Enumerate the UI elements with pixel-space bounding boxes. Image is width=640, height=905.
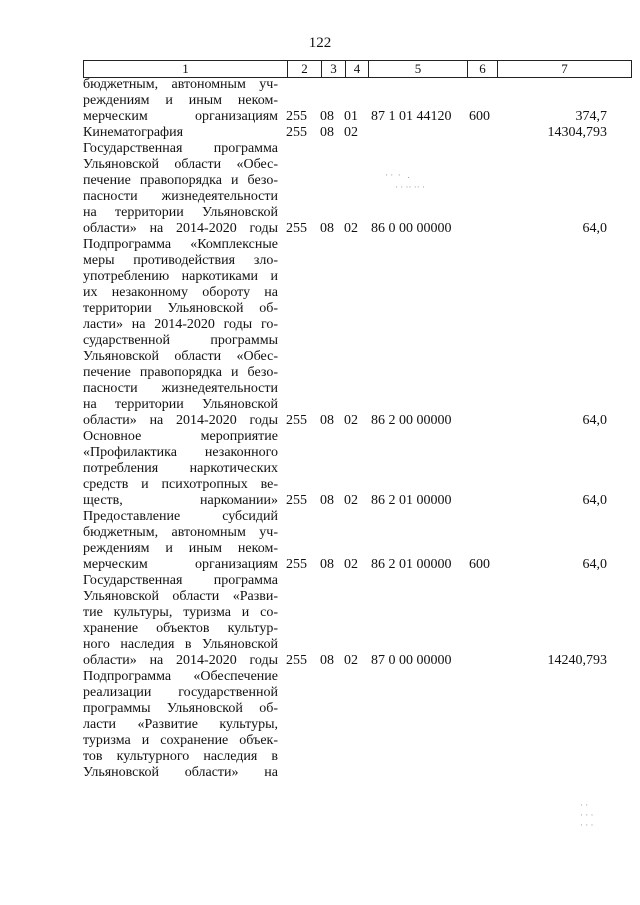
- row-name: [83, 141, 278, 237]
- row-name-line: Кинематография: [83, 125, 184, 140]
- row-name-line: Ульяновской области «Разви-: [83, 589, 278, 604]
- row-name-line: потребления наркотических: [83, 461, 278, 476]
- cell-c5: 86 0 00 00000: [371, 221, 452, 236]
- row-name-line: Государственная программа: [83, 573, 278, 588]
- cell-c2: 255: [286, 493, 307, 508]
- cell-c3: 08: [320, 557, 334, 572]
- budget-table: [83, 77, 630, 781]
- row-name-line: тов культурного наследия в: [83, 749, 278, 764]
- cell-c7: 64,0: [582, 221, 607, 236]
- scan-noise: · · · · · · · ·: [580, 800, 594, 830]
- row-name: [83, 573, 278, 669]
- row-name-line: области» на 2014-2020 годы: [83, 653, 278, 668]
- row-name-line: реждениям и иным неком-: [83, 93, 278, 108]
- row-name-line: территории Ульяновской об-: [83, 301, 278, 316]
- cell-c4: 02: [344, 125, 358, 140]
- scan-noise: · · ·· ·· ·: [395, 182, 425, 192]
- cell-c5: 86 2 00 00000: [371, 413, 452, 428]
- cell-c4: 02: [344, 413, 358, 428]
- cell-c5: 86 2 01 00000: [371, 557, 452, 572]
- table-row: [83, 141, 630, 237]
- row-name-line: средств и психотропных ве-: [83, 477, 278, 492]
- row-name-line: их незаконному обороту на: [83, 285, 278, 300]
- cell-c3: 08: [320, 125, 334, 140]
- table-row: [83, 509, 630, 573]
- row-name: [83, 509, 278, 573]
- row-name: [83, 669, 278, 781]
- row-name-line: реждениям и иным неком-: [83, 541, 278, 556]
- row-name-line: Предоставление субсидий: [83, 509, 278, 524]
- row-name-line: мерческим организациям: [83, 109, 278, 124]
- header-col-7: 7: [497, 61, 631, 77]
- scan-noise: · · · .: [385, 170, 410, 180]
- cell-c4: 02: [344, 493, 358, 508]
- row-name-line: Подпрограмма «Комплексные: [83, 237, 278, 252]
- cell-c6: 600: [469, 109, 490, 124]
- row-name-line: Ульяновской области» на: [83, 765, 278, 780]
- cell-c3: 08: [320, 413, 334, 428]
- table-row: [83, 237, 630, 429]
- cell-c2: 255: [286, 109, 307, 124]
- cell-c5: 86 2 01 00000: [371, 493, 452, 508]
- header-col-5: 5: [368, 61, 467, 77]
- header-col-6: 6: [467, 61, 497, 77]
- cell-c7: 374,7: [575, 109, 607, 124]
- row-name-line: Подпрограмма «Обеспечение: [83, 669, 278, 684]
- row-name-line: Ульяновской области «Обес-: [83, 349, 278, 364]
- cell-c7: 64,0: [582, 493, 607, 508]
- table-row: [83, 77, 630, 125]
- row-name-line: Основное мероприятие: [83, 429, 278, 444]
- row-name-line: области» на 2014-2020 годы: [83, 413, 278, 428]
- cell-c4: 01: [344, 109, 358, 124]
- table-row: [83, 429, 630, 509]
- cell-c4: 02: [344, 221, 358, 236]
- header-col-4: 4: [345, 61, 368, 77]
- row-name-line: Государственная программа: [83, 141, 278, 156]
- header-col-3: 3: [321, 61, 345, 77]
- cell-c7: 64,0: [582, 557, 607, 572]
- table-header: [83, 60, 632, 78]
- cell-c7: 14304,793: [547, 125, 607, 140]
- cell-c7: 64,0: [582, 413, 607, 428]
- row-name-line: ласти «Развитие культуры,: [83, 717, 278, 732]
- row-name-line: области» на 2014-2020 годы: [83, 221, 278, 236]
- row-name-line: бюджетным, автономным уч-: [83, 77, 278, 92]
- cell-c6: 600: [469, 557, 490, 572]
- header-col-1: 1: [182, 61, 189, 76]
- cell-c2: 255: [286, 221, 307, 236]
- row-name-line: ласти» на 2014-2020 годы го-: [83, 317, 278, 332]
- row-name-line: ществ, наркомании»: [83, 493, 278, 508]
- cell-c2: 255: [286, 557, 307, 572]
- row-name-line: пасности жизнедеятельности: [83, 189, 278, 204]
- row-name-line: тие культуры, туризма и со-: [83, 605, 278, 620]
- row-name-line: печение правопорядка и безо-: [83, 365, 278, 380]
- cell-c2: 255: [286, 653, 307, 668]
- row-name-line: ного наследия в Ульяновской: [83, 637, 278, 652]
- row-name-line: пасности жизнедеятельности: [83, 381, 278, 396]
- cell-c3: 08: [320, 493, 334, 508]
- row-name-line: программы Ульяновской об-: [83, 701, 278, 716]
- table-row: [83, 125, 630, 141]
- row-name-line: сударственной программы: [83, 333, 278, 348]
- row-name-line: реализации государственной: [83, 685, 278, 700]
- row-name-line: бюджетным, автономным уч-: [83, 525, 278, 540]
- row-name-line: «Профилактика незаконного: [83, 445, 278, 460]
- header-col-2: 2: [287, 61, 321, 77]
- cell-c5: 87 1 01 44120: [371, 109, 452, 124]
- table-row: [83, 573, 630, 669]
- cell-c3: 08: [320, 221, 334, 236]
- page-number: 122: [308, 35, 332, 51]
- cell-c4: 02: [344, 653, 358, 668]
- row-name: [83, 429, 278, 509]
- cell-c2: 255: [286, 125, 307, 140]
- cell-c7: 14240,793: [547, 653, 607, 668]
- row-name-line: хранение объектов культур-: [83, 621, 278, 636]
- row-name-line: меры противодействия зло-: [83, 253, 278, 268]
- row-name-line: Ульяновской области «Обес-: [83, 157, 278, 172]
- table-row: [83, 669, 630, 781]
- row-name-line: туризма и сохранение объек-: [83, 733, 278, 748]
- row-name-line: на территории Ульяновской: [83, 397, 278, 412]
- row-name-line: мерческим организациям: [83, 557, 278, 572]
- cell-c3: 08: [320, 109, 334, 124]
- cell-c4: 02: [344, 557, 358, 572]
- row-name: [83, 125, 278, 141]
- row-name: [83, 237, 278, 429]
- row-name: [83, 77, 278, 125]
- cell-c2: 255: [286, 413, 307, 428]
- cell-c3: 08: [320, 653, 334, 668]
- row-name-line: печение правопорядка и безо-: [83, 173, 278, 188]
- cell-c5: 87 0 00 00000: [371, 653, 452, 668]
- row-name-line: употреблению наркотиками и: [83, 269, 278, 284]
- row-name-line: на территории Ульяновской: [83, 205, 278, 220]
